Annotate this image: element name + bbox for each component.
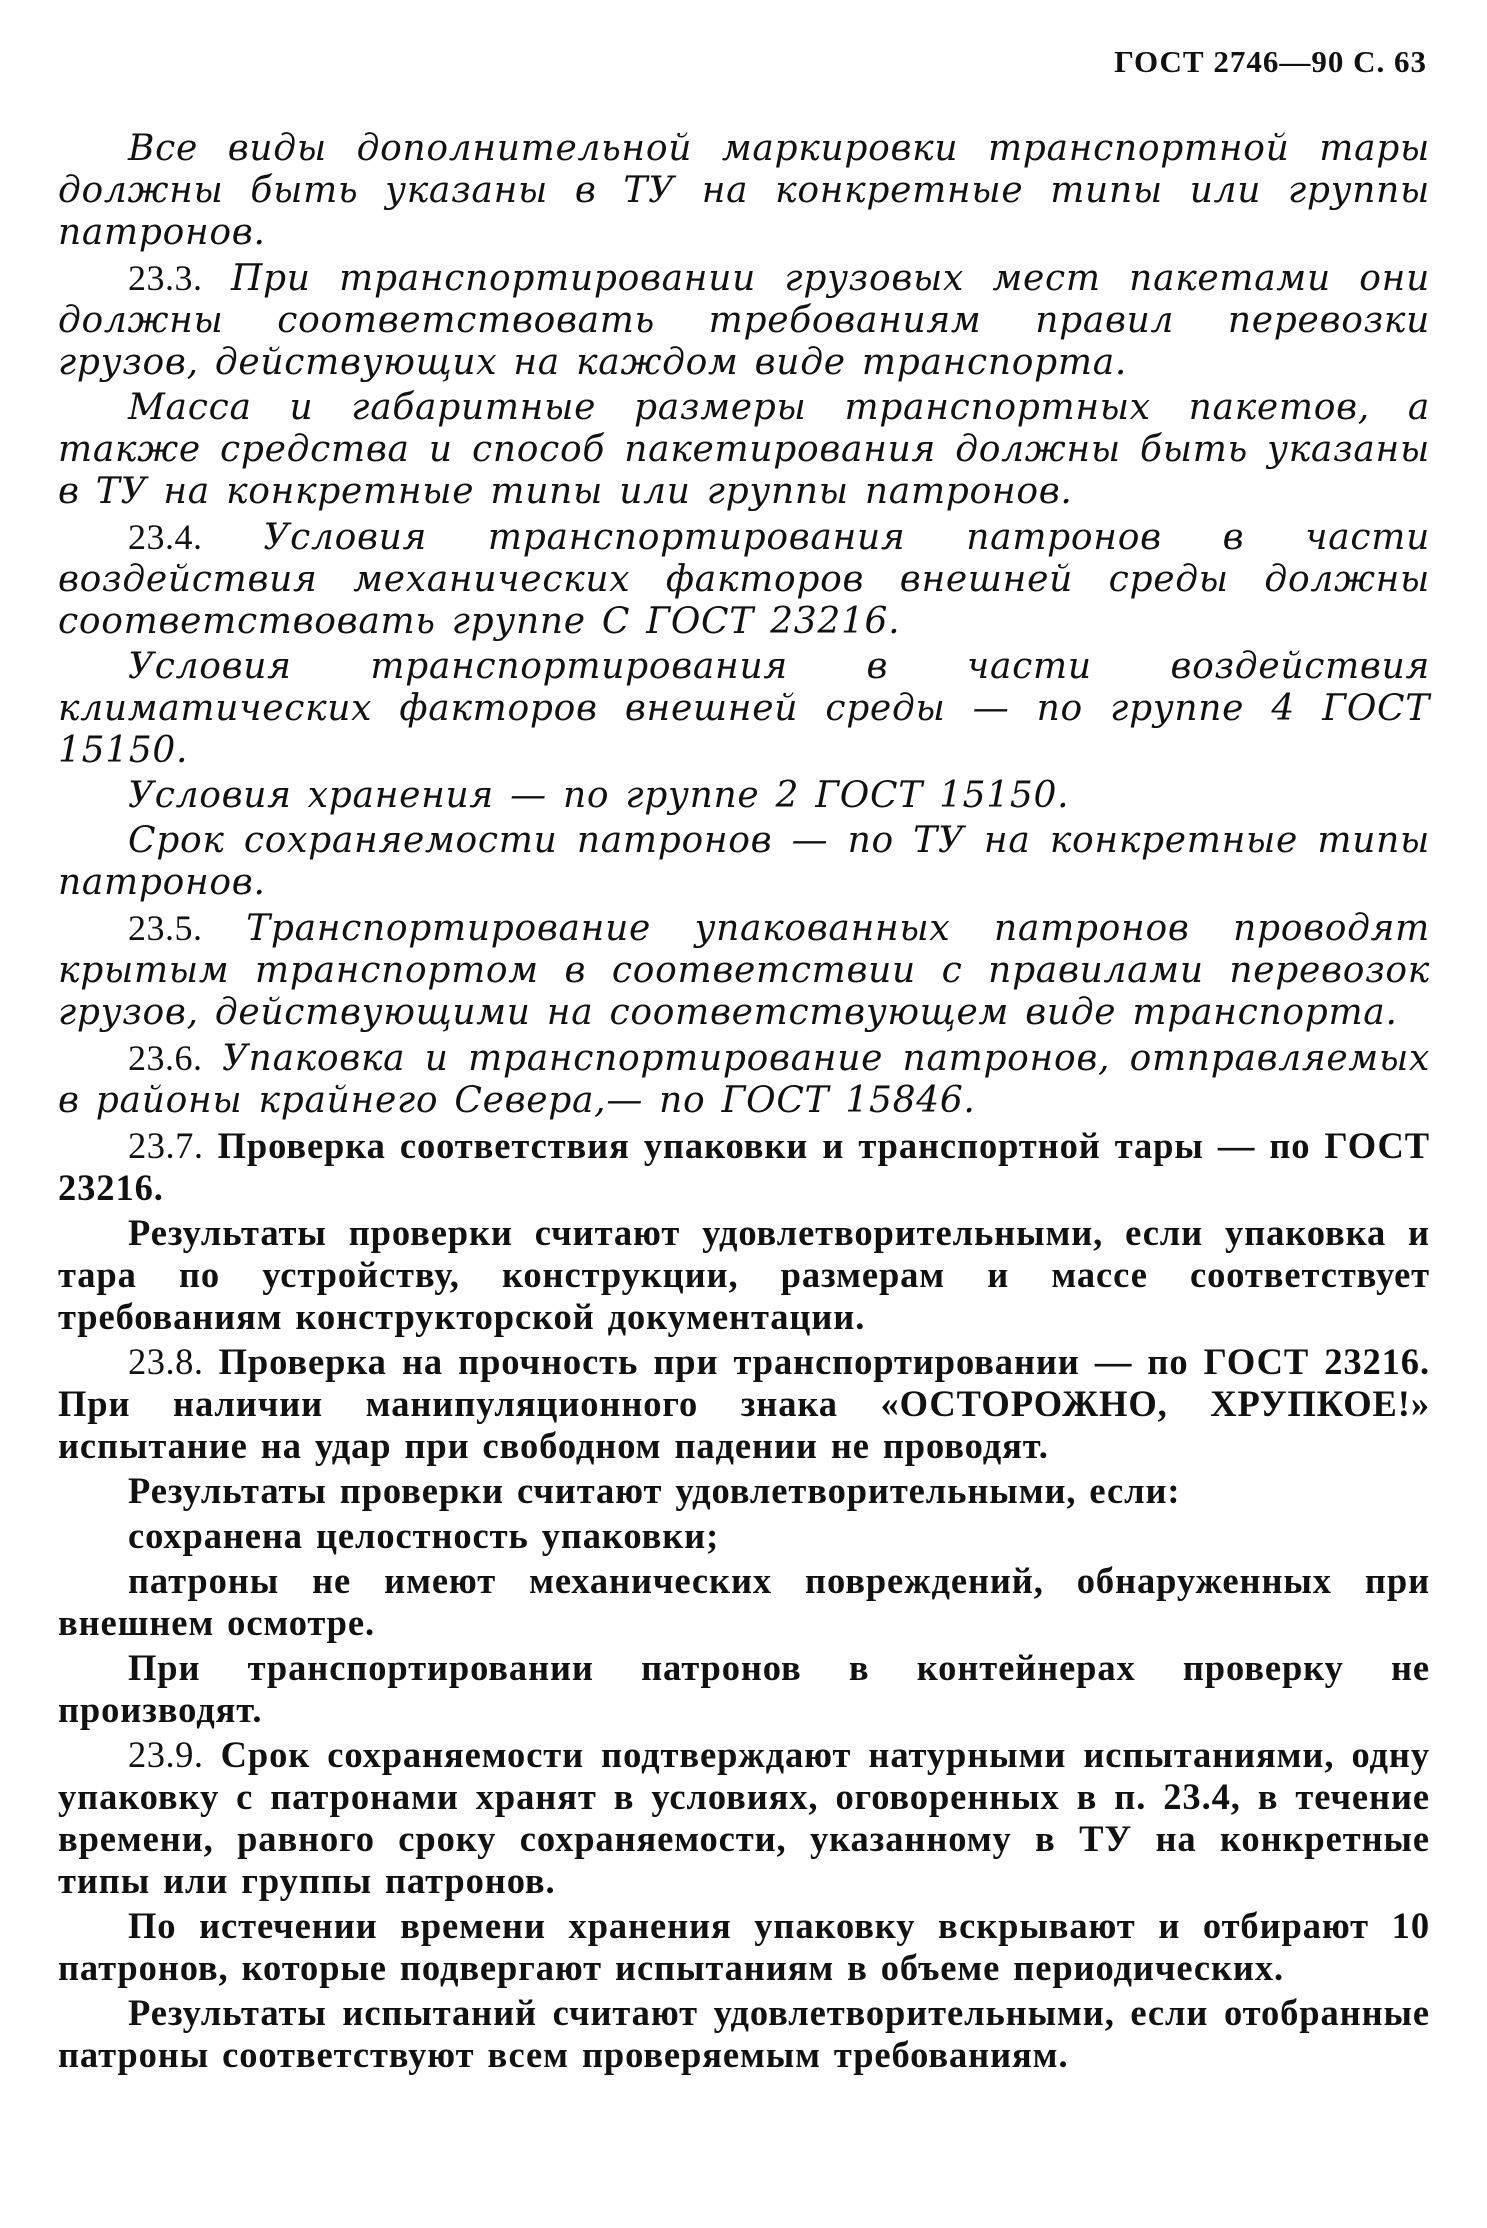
paragraph-text: Условия транспортирования патронов в части воздействия механических факторов внешней среды должны соответствовать группе С ГОСТ 23216.: [58, 517, 1430, 642]
paragraph-text: Масса и габаритные размеры транспортных пакетов, а также средства и способ пакетирования должны быть указаны в ТУ на конкретные типы или группы патронов.: [58, 387, 1430, 512]
paragraph-text: Проверка на прочность при транспортировании — по ГОСТ 23216. При наличии манипуляционного знака «ОСТОРОЖНО, ХРУПКОЕ!» испытание на удар при свободном падении не проводят.: [58, 1341, 1430, 1466]
paragraph: [58, 1647, 1430, 1731]
paragraph-text: Упаковка и транспортирование патронов, отправляемых в районы крайнего Севера,— по ГОСТ 15846.: [58, 1038, 1430, 1121]
paragraph: [58, 387, 1430, 513]
paragraph-text: Проверка соответствия упаковки и транспортной тары — по ГОСТ 23216.: [58, 1125, 1431, 1208]
clause-number: 23.5.: [128, 908, 203, 948]
paragraph-text: Транспортирование упакованных патронов проводят крытым транспортом в соответствии с правилами перевозок грузов, действующими на соответствующем виде транспорта.: [58, 908, 1430, 1033]
paragraph-text: Результаты проверки считают удовлетворительными, если:: [128, 1470, 1181, 1511]
paragraph: [58, 1992, 1430, 2076]
clause-number: 23.7.: [128, 1125, 204, 1166]
paragraph: [58, 1212, 1430, 1338]
paragraph-text: сохранена целостность упаковки;: [128, 1515, 720, 1556]
paragraph: [58, 257, 1430, 384]
paragraph-text: Условия транспортирования в части воздействия климатических факторов внешней среды — по группе 4 ГОСТ 15150.: [58, 646, 1430, 771]
paragraph-text: патроны не имеют механических повреждений, обнаруженных при внешнем осмотре.: [58, 1560, 1430, 1643]
body-text: [58, 128, 1430, 2079]
paragraph-text: Срок сохраняемости подтверждают натурными испытаниями, одну упаковку с патронами хранят в условиях, оговоренных в п. 23.4, в течение времени, равного сроку сохраняемости, указанному в ТУ на конкретные типы или группы патронов.: [58, 1734, 1431, 1901]
paragraph: [58, 646, 1430, 772]
paragraph-text: При транспортировании патронов в контейнерах проверку не производят.: [58, 1647, 1430, 1730]
clause-number: 23.6.: [128, 1038, 203, 1078]
clause-number: 23.9.: [128, 1734, 204, 1775]
paragraph-text: Результаты проверки считают удовлетворительными, если упаковка и тара по устройству, конструкции, размерам и массе соответствует требованиям конструкторской документации.: [58, 1212, 1430, 1337]
paragraph: [58, 775, 1430, 817]
clause-number: 23.4.: [128, 517, 203, 557]
paragraph: [58, 820, 1430, 904]
paragraph: [58, 1341, 1430, 1467]
paragraph: [58, 1125, 1430, 1209]
clause-number: 23.3.: [128, 258, 203, 298]
paragraph-text: Срок сохраняемости патронов — по ТУ на конкретные типы патронов.: [58, 820, 1430, 903]
paragraph: [58, 1905, 1430, 1989]
paragraph: [58, 1037, 1430, 1122]
paragraph: [58, 128, 1430, 254]
paragraph-text: По истечении времени хранения упаковку вскрывают и отбирают 10 патронов, которые подвергают испытаниям в объеме периодических.: [58, 1905, 1430, 1988]
paragraph-text: Все виды дополнительной маркировки транспортной тары должны быть указаны в ТУ на конкретные типы или группы патронов.: [58, 128, 1430, 253]
paragraph: [58, 1734, 1430, 1902]
paragraph-text: Результаты испытаний считают удовлетворительными, если отобранные патроны соответствуют всем проверяемым требованиям.: [58, 1992, 1430, 2075]
paragraph: [58, 1470, 1430, 1512]
running-header: ГОСТ 2746—90 С. 63: [1114, 44, 1427, 79]
paragraph: [58, 1560, 1430, 1644]
paragraph: [58, 516, 1430, 643]
paragraph: [58, 907, 1430, 1034]
paragraph-text: При транспортировании грузовых мест пакетами они должны соответствовать требованиям правил перевозки грузов, действующих на каждом виде транспорта.: [58, 258, 1430, 383]
paragraph-text: Условия хранения — по группе 2 ГОСТ 15150.: [128, 775, 1070, 816]
paragraph: [58, 1515, 1430, 1557]
clause-number: 23.8.: [128, 1341, 204, 1382]
